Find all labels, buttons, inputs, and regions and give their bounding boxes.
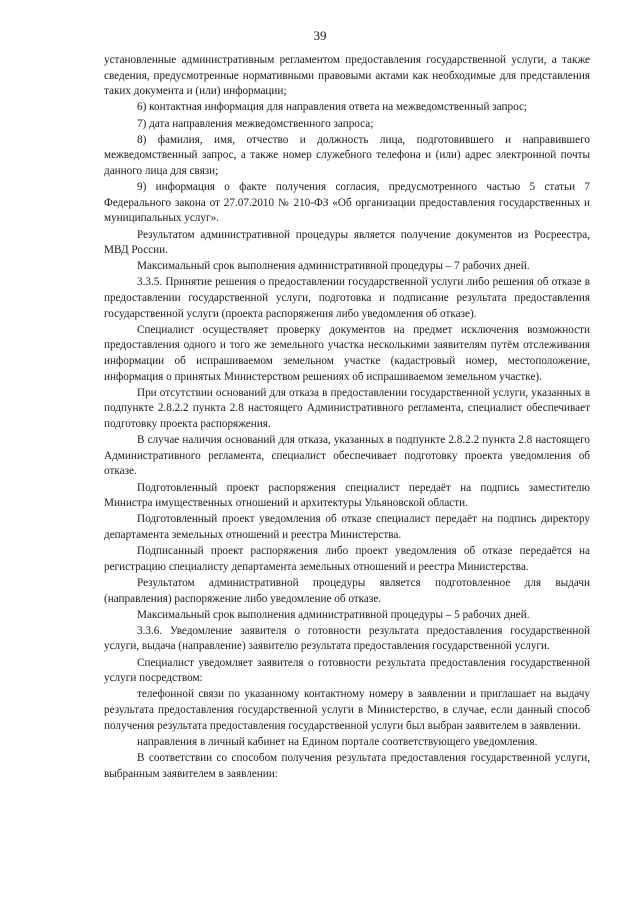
paragraph: В соответствии со способом получения результата предоставления государственной услуги, выбранным заявителем в заявлении:: [104, 752, 590, 780]
paragraph: При отсутствии оснований для отказа в предоставлении государственной услуги, указанных в подпункте 2.8.2.2 пункта 2.8 настоящего Административного регламента, специалист обеспечивает подготовку проекта распоряжения.: [104, 386, 590, 430]
page-number: 39: [313, 28, 327, 43]
paragraph: 9) информация о факте получения согласия, предусмотренного частью 5 статьи 7 Федерального закона от 27.07.2010 № 210-ФЗ «Об организации предоставления государственных и муниципальных услуг».: [104, 181, 590, 225]
paragraph: Подготовленный проект распоряжения специалист передаёт на подпись заместителю Министра имущественных отношений и архитектуры Ульяновской области.: [104, 481, 590, 510]
paragraph: установленные административным регламентом предоставления государственной услуги, а также сведения, предусмотренные нормативными правовыми актами как необходимые для представления таких документа и (или) информации;: [104, 54, 590, 98]
paragraph: Подписанный проект распоряжения либо проект уведомления об отказе передаётся на регистрацию специалисту департамента земельных отношений и реестра Министерства.: [104, 545, 590, 573]
paragraph: Результатом административной процедуры является подготовленное для выдачи (направления) распоряжение либо уведомление об отказе.: [104, 576, 590, 605]
paragraph: Результатом административной процедуры является получение документов из Росреестра, МВД России.: [104, 228, 590, 257]
paragraph: 3.3.5. Принятие решения о предоставлении государственной услуги либо решения об отказе в предоставлении государственной услуги, подготовка и подписание результата предоставления государственной услуги (проекта распоряжения либо уведомления об отказе).: [104, 276, 590, 320]
paragraph: направления в личный кабинет на Едином портале соответствующего уведомления.: [137, 735, 538, 748]
paragraph: 7) дата направления межведомственного запроса;: [137, 117, 374, 130]
paragraph: Специалист уведомляет заявителя о готовности результата предоставления государственной услуги посредством:: [104, 656, 590, 685]
paragraph: 8) фамилия, имя, отчество и должность лица, подготовившего и направившего межведомственный запрос, а также номер служебного телефона и (или) адрес электронной почты данного лица для связи;: [104, 133, 590, 177]
paragraph: В случае наличия оснований для отказа, указанных в подпункте 2.8.2.2 пункта 2.8 настоящего Административного регламента, специалист обеспечивает подготовку проекта уведомления об отказе.: [104, 434, 590, 478]
document-body: [104, 53, 590, 782]
paragraph: телефонной связи по указанному контактному номеру в заявлении и приглашает на выдачу результата предоставления государственной услуги в Министерство, в случае, если данный способ получения результата предоставления государственной услуги был выбран заявителем в заявлении.: [104, 688, 590, 732]
paragraph: 3.3.6. Уведомление заявителя о готовности результата предоставления государственной услуги, выдача (направление) заявителю результата предоставления государственной услуги.: [104, 624, 590, 653]
paragraph: 6) контактная информация для направления ответа на межведомственный запрос;: [137, 101, 528, 114]
paragraph: Специалист осуществляет проверку документов на предмет исключения возможности предоставления одного и того же земельного участка несколькими заявителям путём отслеживания информации об испрашиваемом земельном участке (кадастровый номер, местоположение, информация о принятых Министерством решениях об испрашиваемом земельном участке).: [104, 323, 590, 383]
paragraph: Максимальный срок выполнения административной процедуры – 5 рабочих дней.: [137, 608, 530, 621]
paragraph: Подготовленный проект уведомления об отказе специалист передаёт на подпись директору департамента земельных отношений и реестра Министерства.: [104, 513, 590, 541]
paragraph: Максимальный срок выполнения административной процедуры – 7 рабочих дней.: [137, 260, 530, 273]
